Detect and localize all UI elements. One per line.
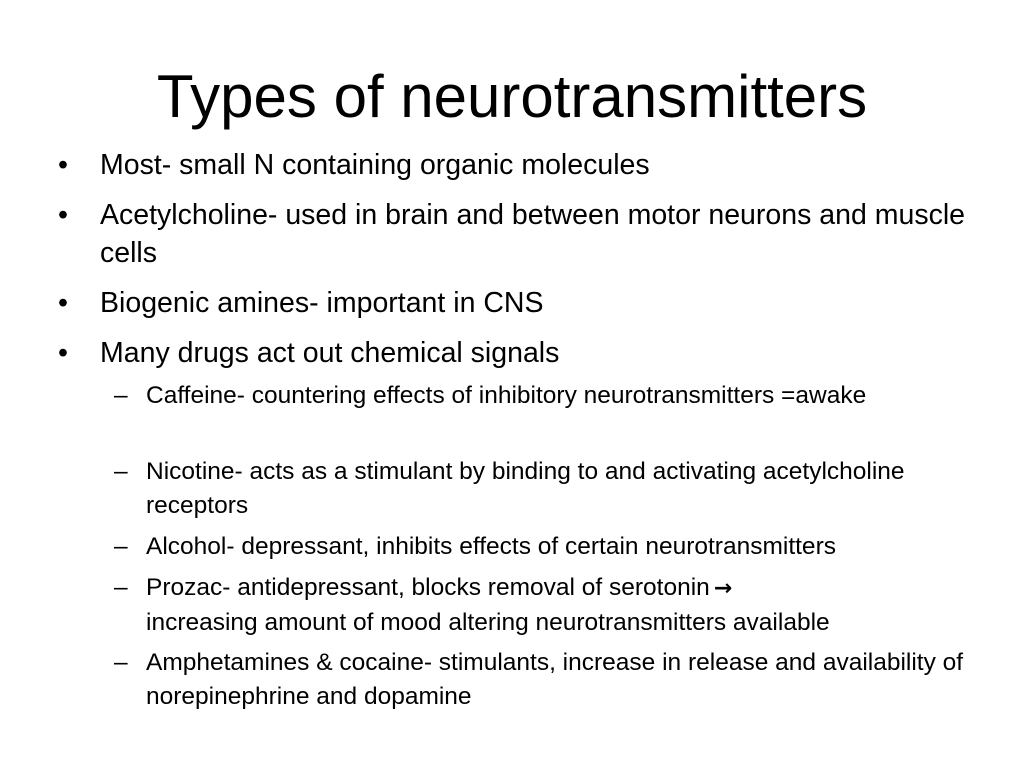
sub-bullet-item <box>114 455 994 523</box>
bullet-item <box>58 284 978 322</box>
prozac-text-continued: increasing amount of mood altering neurotransmitters available <box>146 609 830 636</box>
sub-bullet-text <box>146 571 994 640</box>
prozac-text: Prozac- antidepressant, blocks removal of serotonin <box>146 574 710 601</box>
sub-bullet-item <box>114 646 994 714</box>
bullet-text: Biogenic amines- important in CNS <box>100 287 544 319</box>
right-arrow-icon: → <box>713 576 733 601</box>
bullet-text: Many drugs act out chemical signals <box>100 337 560 369</box>
bullet-dot-icon: • <box>58 337 68 369</box>
bullet-item <box>58 334 978 372</box>
sub-bullet-item <box>114 379 994 413</box>
sub-bullet-item <box>114 530 994 564</box>
bullet-item <box>58 196 978 272</box>
dash-icon: – <box>114 533 128 560</box>
dash-icon: – <box>114 382 128 409</box>
dash-icon: – <box>114 574 128 601</box>
bullet-text: Most- small N containing organic molecules <box>100 149 650 181</box>
slide-title: Types of neurotransmitters <box>156 63 868 130</box>
bullet-dot-icon: • <box>58 199 68 231</box>
dash-icon: – <box>114 458 128 485</box>
bullet-dot-icon: • <box>58 149 68 181</box>
sub-bullet-text: Caffeine- countering effects of inhibitory neurotransmitters =awake <box>146 382 867 409</box>
bullet-item <box>58 146 978 184</box>
sub-bullet-text: Alcohol- depressant, inhibits effects of certain neurotransmitters <box>146 533 836 560</box>
sub-bullet-item <box>114 571 994 640</box>
sub-bullet-text: Amphetamines & cocaine- stimulants, increase in release and availability of norepinephrine and dopamine <box>146 649 964 710</box>
bullet-dot-icon: • <box>58 287 68 319</box>
bullet-text: Acetylcholine- used in brain and between motor neurons and muscle cells <box>100 199 966 269</box>
sub-bullet-text: Nicotine- acts as a stimulant by binding to and activating acetylcholine receptors <box>146 458 905 519</box>
dash-icon: – <box>114 649 128 676</box>
